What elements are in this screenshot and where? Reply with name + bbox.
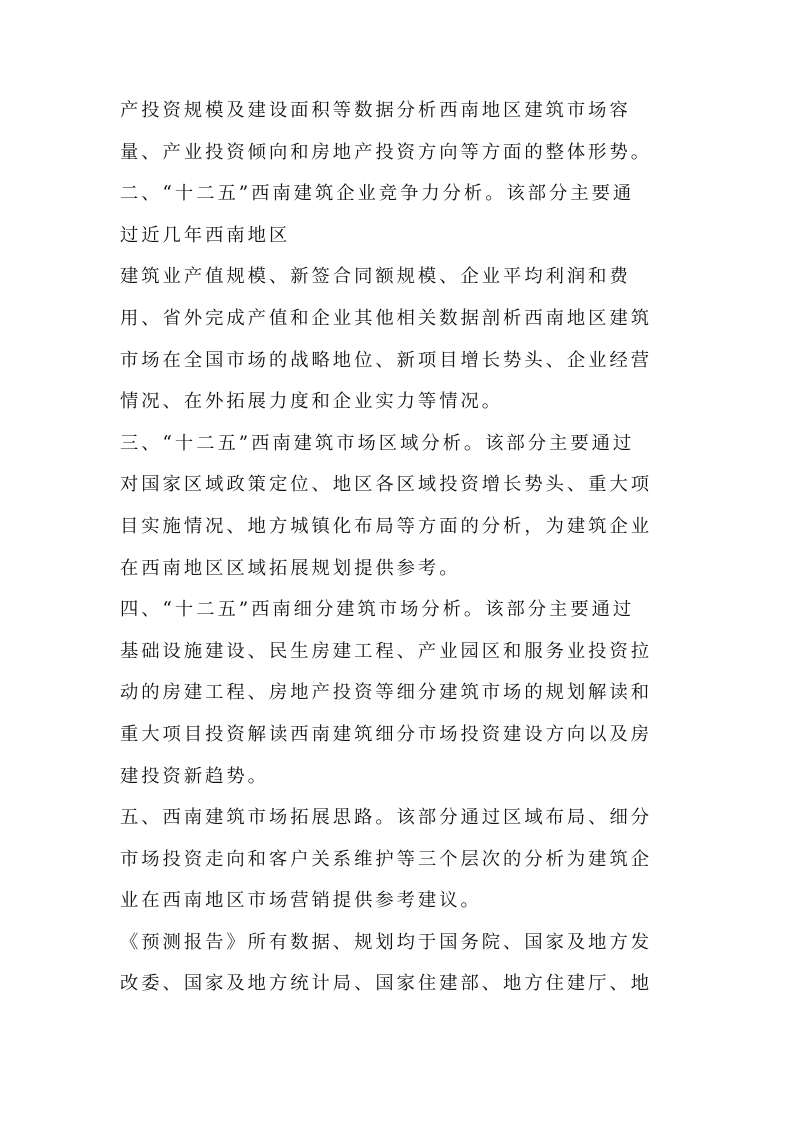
text-line-10: 对国家区域政策定位、地区各区域投资增长势头、重大项 xyxy=(120,474,653,496)
text-line-18: 五、西南建筑市场拓展思路。该部分通过区域布局、细分 xyxy=(120,807,653,829)
text-line-17: 建投资新趋势。 xyxy=(120,765,269,787)
text-line-8: 情况、在外拓展力度和企业实力等情况。 xyxy=(120,391,504,413)
text-line-6: 用、省外完成产值和企业其他相关数据剖析西南地区建筑 xyxy=(120,307,653,329)
text-line-15: 动的房建工程、房地产投资等细分建筑市场的规划解读和 xyxy=(120,682,653,704)
text-line-4: 过近几年西南地区 xyxy=(120,224,291,246)
text-line-12: 在西南地区区域拓展规划提供参考。 xyxy=(120,557,461,579)
text-line-3: 二、“十二五”西南建筑企业竞争力分析。该部分主要通 xyxy=(120,183,635,205)
text-line-5: 建筑业产值规模、新签合同额规模、企业平均利润和费 xyxy=(120,266,631,288)
text-line-22: 改委、国家及地方统计局、国家住建部、地方住建厅、地 xyxy=(120,973,653,995)
text-line-13: 四、“十二五”西南细分建筑市场分析。该部分主要通过 xyxy=(120,599,635,621)
text-line-11: 目实施情况、地方城镇化布局等方面的分析，为建筑企业 xyxy=(120,515,653,537)
text-line-1: 产投资规模及建设面积等数据分析西南地区建筑市场容 xyxy=(120,100,631,121)
text-line-20: 业在西南地区市场营销提供参考建议。 xyxy=(120,890,482,912)
text-line-2: 量、产业投资倾向和房地产投资方向等方面的整体形势。 xyxy=(120,141,653,163)
text-line-19: 市场投资走向和客户关系维护等三个层次的分析为建筑企 xyxy=(120,848,653,870)
body-text xyxy=(120,90,676,1005)
text-line-16: 重大项目投资解读西南建筑细分市场投资建设方向以及房 xyxy=(120,723,653,745)
text-line-7: 市场在全国市场的战略地位、新项目增长势头、企业经营 xyxy=(120,349,653,371)
text-line-9: 三、“十二五”西南建筑市场区域分析。该部分主要通过 xyxy=(120,432,635,454)
text-line-21: 《预测报告》所有数据、规划均于国务院、国家及地方发 xyxy=(120,931,653,953)
text-line-14: 基础设施建设、民生房建工程、产业园区和服务业投资拉 xyxy=(120,640,653,662)
